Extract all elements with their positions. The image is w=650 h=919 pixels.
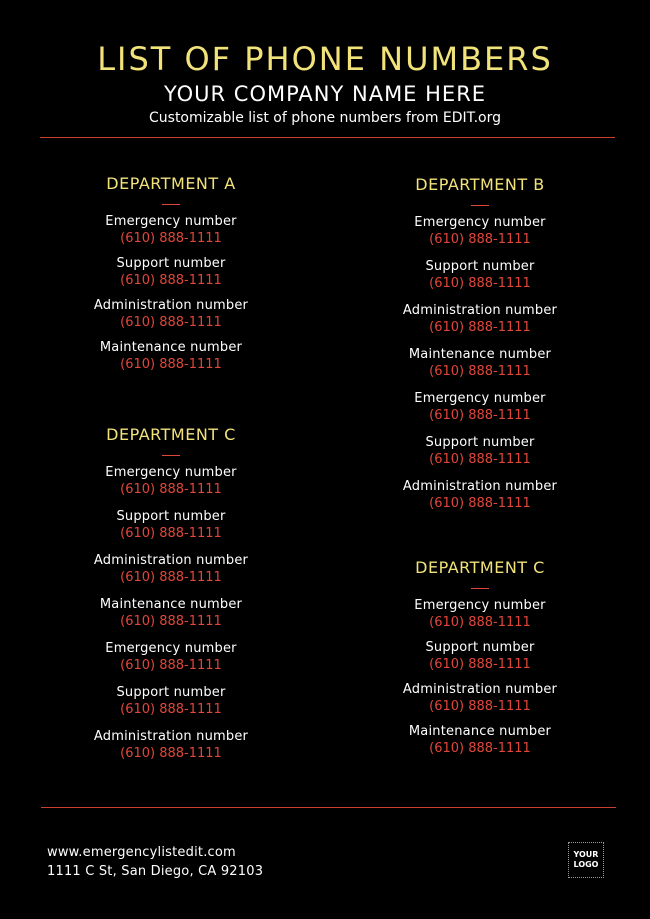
entry-list [370,597,590,757]
header-divider [40,137,615,138]
phone-entry [370,346,590,380]
phone-entry [370,390,590,424]
website-text: www.emergencylistedit.com [47,845,236,860]
logo-text: YOUR LOGO [573,850,599,869]
entry-label: Maintenance number [408,724,552,739]
department-title: DEPARTMENT C [415,558,545,577]
phone-number: (610) 888-1111 [429,320,531,335]
title-dash [471,588,489,589]
entry-label: Support number [116,509,226,524]
phone-number: (610) 888-1111 [120,658,222,673]
page-title: LIST OF PHONE NUMBERS [97,40,553,78]
phone-entry [370,723,590,757]
phone-entry [61,297,281,331]
entry-label: Emergency number [105,465,237,480]
phone-number: (610) 888-1111 [429,232,531,247]
entry-label: Support number [425,259,535,274]
entry-label: Emergency number [414,598,546,613]
phone-entry [370,434,590,468]
entry-label: Emergency number [105,214,237,229]
entry-label: Support number [425,640,535,655]
phone-number: (610) 888-1111 [120,614,222,629]
title-dash [162,204,180,205]
phone-number: (610) 888-1111 [429,741,531,756]
department-b [370,175,590,522]
entry-label: Administration number [93,553,249,568]
phone-entry [370,597,590,631]
department-title: DEPARTMENT A [106,174,236,193]
department-title: DEPARTMENT B [415,175,545,194]
phone-entry [370,302,590,336]
entry-label: Support number [425,435,535,450]
entry-label: Support number [116,685,226,700]
phone-entry [370,681,590,715]
phone-entry [370,258,590,292]
phone-entry [61,508,281,542]
phone-entry [61,213,281,247]
phone-entry [370,639,590,673]
phone-number: (610) 888-1111 [120,526,222,541]
title-dash [162,455,180,456]
entry-label: Emergency number [414,391,546,406]
department-c-right [370,558,590,765]
phone-number: (610) 888-1111 [120,315,222,330]
department-title: DEPARTMENT C [106,425,236,444]
phone-number: (610) 888-1111 [429,452,531,467]
company-name: YOUR COMPANY NAME HERE [163,82,487,106]
footer-divider [41,807,616,808]
phone-entry [61,640,281,674]
phone-entry [61,552,281,586]
title-dash [471,205,489,206]
phone-entry [61,728,281,762]
phone-entry [61,684,281,718]
entry-label: Administration number [402,303,558,318]
phone-entry [61,339,281,373]
phone-number: (610) 888-1111 [429,364,531,379]
entry-label: Maintenance number [99,340,243,355]
phone-number: (610) 888-1111 [120,273,222,288]
phone-number: (610) 888-1111 [429,657,531,672]
phone-entry [370,478,590,512]
entry-list [370,214,590,512]
entry-label: Emergency number [105,641,237,656]
phone-entry [370,214,590,248]
phone-number: (610) 888-1111 [429,699,531,714]
phone-number: (610) 888-1111 [120,570,222,585]
subtitle: Customizable list of phone numbers from EDIT.org [149,110,501,126]
phone-entry [61,464,281,498]
phone-number: (610) 888-1111 [120,231,222,246]
entry-list [61,464,281,762]
phone-entry [61,596,281,630]
department-a [61,174,281,381]
phone-number: (610) 888-1111 [120,746,222,761]
entry-label: Administration number [402,682,558,697]
department-c-left [61,425,281,772]
entry-label: Administration number [402,479,558,494]
entry-label: Maintenance number [408,347,552,362]
phone-number: (610) 888-1111 [120,702,222,717]
phone-number: (610) 888-1111 [429,276,531,291]
phone-number: (610) 888-1111 [120,357,222,372]
phone-number: (610) 888-1111 [429,496,531,511]
entry-label: Administration number [93,298,249,313]
entry-label: Support number [116,256,226,271]
address-text: 1111 C St, San Diego, CA 92103 [47,864,264,879]
entry-list [61,213,281,373]
entry-label: Administration number [93,729,249,744]
phone-entry [61,255,281,289]
phone-number: (610) 888-1111 [429,615,531,630]
logo-placeholder [568,842,604,878]
entry-label: Maintenance number [99,597,243,612]
phone-number: (610) 888-1111 [120,482,222,497]
phone-number: (610) 888-1111 [429,408,531,423]
entry-label: Emergency number [414,215,546,230]
